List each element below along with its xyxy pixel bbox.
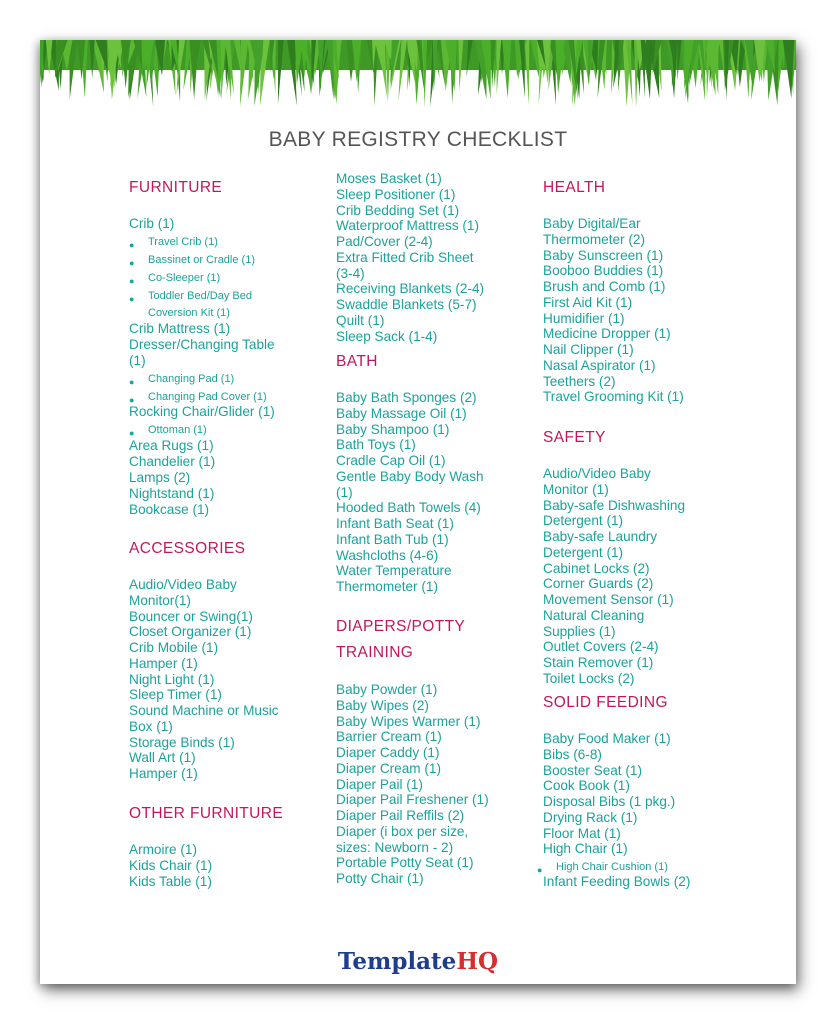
bullet-icon: ●	[129, 276, 135, 286]
heading-health: HEALTH	[543, 179, 606, 196]
heading-safety: SAFETY	[543, 429, 606, 446]
list-item: Nasal Aspirator (1)	[543, 357, 656, 373]
list-item: Cabinet Locks (2)	[543, 560, 650, 576]
heading-diapers: DIAPERS/POTTY	[336, 618, 466, 635]
list-item: Hamper (1)	[129, 655, 198, 671]
list-item: Hamper (1)	[129, 766, 198, 781]
list-item: Baby Wipes (2)	[336, 697, 429, 713]
list-item: Movement Sensor (1)	[543, 592, 674, 607]
grass-border	[40, 40, 796, 110]
list-item: sizes: Newborn - 2)	[336, 839, 454, 855]
list-item: Diaper (i box per size,	[336, 823, 469, 839]
list-item: Diaper Pail Reffils (2)	[336, 808, 465, 823]
list-item: Sleep Sack (1-4)	[336, 328, 438, 344]
list-item: (1)	[129, 353, 146, 368]
list-item: Booster Seat (1)	[543, 762, 642, 778]
list-item: Corner Guards (2)	[543, 576, 654, 592]
grass-blade	[221, 40, 226, 101]
list-item: Baby-safe Laundry	[543, 529, 658, 544]
list-item: Audio/Video Baby	[129, 577, 237, 592]
list-item: Teethers (2)	[543, 373, 616, 389]
list-item: Moses Basket (1)	[336, 171, 442, 186]
list-item: Thermometer (2)	[543, 231, 645, 247]
list-item: Infant Bath Seat (1)	[336, 516, 454, 531]
list-item: Monitor(1)	[129, 592, 191, 608]
list-item: (3-4)	[336, 265, 365, 281]
list-item: Booboo Buddies (1)	[543, 263, 664, 279]
bullet-icon: ●	[129, 377, 135, 387]
list-item: Night Light (1)	[129, 671, 215, 687]
list-item: Sleep Positioner (1)	[336, 186, 456, 202]
list-item: Natural Cleaning	[543, 607, 645, 623]
list-item: Water Temperature	[336, 563, 452, 579]
heading-bath: BATH	[336, 353, 378, 370]
list-item: Baby Wipes Warmer (1)	[336, 713, 481, 729]
grass-blade	[423, 40, 427, 108]
list-item: Bath Toys (1)	[336, 437, 416, 453]
list-item: Waterproof Mattress (1)	[336, 218, 480, 234]
list-item: Outlet Covers (2-4)	[543, 639, 659, 655]
list-item: Sleep Timer (1)	[129, 687, 222, 703]
list-item: Supplies (1)	[543, 623, 616, 639]
list-item: Swaddle Blankets (5-7)	[336, 297, 477, 312]
list-item: Nail Clipper (1)	[543, 342, 634, 357]
bullet-icon: ●	[537, 865, 543, 875]
heading-solid-feeding: SOLID FEEDING	[543, 694, 668, 711]
checklist-page: BABY REGISTRY CHECKLIST FURNITURE Crib (1) ● Travel Crib (1) ● Bassinet or Cradle (1) ● Co-Sleeper (1) ● Toddler Bed/Day Bed Coversion Kit (1) Crib Mattress (1) Dresser/Changing Table (1) ● Changing Pad (1) ● Changing Pad Cover (1) Rocking Chair/Glider (1) ● Ottoman (1) Area Rugs (1) Chandelier (1) Lamps (2) Nightstand (1) Bookcase (1) ACCESSORIES Audio/Video Baby Monitor(1) Bouncer or Swing(1) Closet Organizer (1) Crib Mobile (1) Hamper (1) Night Light (1) Sleep Timer (1) Sound Machine or Music Box (1) Storage Binds (1) Wall Art (1) Hamper (1) OTHER FURNITURE Armoire (1) Kids Chair (1) Kids Table (1) Moses Basket (1) Sleep Positioner (1) Crib Bedding Set (1) Waterproof Mattress (1) Pad/Cover (2-4) Extra Fitted Crib Sheet (3-4) Receiving Blankets (2-4) Swaddle Blankets (5-7) Quilt (1) Sleep Sack (1-4) BATH Baby Bath Sponges (2) Baby Massage Oil (1) Baby Shampoo (1) Bath Toys (1) Cradle Cap Oil (1) Gentle Baby Body Wash (1) Hooded Bath Towels (4) Infant Bath Seat (1) Infant Bath Tub (1) Washcloths (4-6) Water Temperature Thermometer (1) DIAPERS/POTTY TRAINING Baby Powder (1) Baby Wipes (2) Baby Wipes Warmer (1) Barrier Cream (1) Diaper Caddy (1) Diaper Cream (1) Diaper Pail (1) Diaper Pail Freshener (1) Diaper Pail Reffils (2) Diaper (i box per size, sizes: Newborn - 2) Portable Potty Seat (1) Potty Chair (1) HEALTH Baby Digital/Ear Thermometer (2) Baby Sunscreen (1) Booboo Buddies (1) Brush and Comb (1) First Aid Kit (1) Humidifier (1) Medicine Dropper (1) Nail Clipper (1) Nasal Aspirator (1) Teethers (2) Travel Grooming Kit (1) SAFETY Audio/Video Baby Monitor (1) Baby-safe Dishwashing Detergent (1) Baby-safe Laundry Detergent (1) Cabinet Locks (2) Corner Guards (2) Movement Sensor (1) Natural Cleaning Supplies (1) Outlet Covers (2-4) Stain Remover (1) Toilet Locks (2) SOLID FEEDING Baby Food Maker (1) Bibs (6-8) Booster Seat (1) Cook Book (1) Disposal Bibs (1 pkg.) Drying Rack (1) Floor Mat (1) High Chair (1) ● High Chair Cushion (1) Infant Feeding Bowls (2) TemplateHQ	[40, 40, 796, 984]
list-item: Medicine Dropper (1)	[543, 326, 671, 342]
bullet-icon: ●	[129, 240, 135, 250]
bullet-icon: ●	[129, 428, 135, 438]
list-item: Cook Book (1)	[543, 778, 630, 794]
list-item: Crib (1)	[129, 216, 175, 231]
list-item: Dresser/Changing Table	[129, 337, 275, 352]
list-item: Baby Bath Sponges (2)	[336, 390, 477, 405]
list-item: Area Rugs (1)	[129, 438, 214, 453]
list-item: Thermometer (1)	[336, 579, 438, 594]
list-item: Baby Sunscreen (1)	[543, 247, 664, 263]
list-item: Humidifier (1)	[543, 310, 625, 326]
list-item: Quilt (1)	[336, 312, 385, 328]
list-item: Potty Chair (1)	[336, 871, 424, 886]
list-item: Barrier Cream (1)	[336, 729, 442, 745]
page-title: BABY REGISTRY CHECKLIST	[268, 128, 568, 151]
list-item: Box (1)	[129, 718, 173, 734]
list-item: Stain Remover (1)	[543, 655, 654, 670]
list-item: Crib Bedding Set (1)	[336, 202, 460, 218]
list-item: Nightstand (1)	[129, 486, 215, 501]
bullet-icon: ●	[129, 258, 135, 268]
list-item: Rocking Chair/Glider (1)	[129, 404, 275, 419]
list-item: Infant Bath Tub (1)	[336, 531, 449, 547]
list-item: Brush and Comb (1)	[543, 279, 666, 294]
list-item: Lamps (2)	[129, 470, 191, 485]
heading-accessories: ACCESSORIES	[129, 540, 246, 557]
list-item: Cradle Cap Oil (1)	[336, 453, 446, 468]
list-item: Bouncer or Swing(1)	[129, 608, 253, 624]
list-item: Baby Shampoo (1)	[336, 421, 450, 437]
list-item: Baby Massage Oil (1)	[336, 405, 467, 421]
list-item: Pad/Cover (2-4)	[336, 234, 433, 249]
list-item: Kids Chair (1)	[129, 857, 213, 873]
bullet-icon: ●	[129, 395, 135, 405]
list-item: Baby Digital/Ear	[543, 216, 641, 231]
heading-other-furniture: OTHER FURNITURE	[129, 805, 284, 822]
list-item: (1)	[336, 484, 353, 500]
list-item: Diaper Pail Freshener (1)	[336, 792, 489, 808]
list-item: Baby Powder (1)	[336, 682, 438, 697]
list-item: Floor Mat (1)	[543, 825, 621, 841]
grass-blade	[525, 40, 530, 106]
list-item: Diaper Cream (1)	[336, 760, 441, 776]
list-item: Bibs (6-8)	[543, 746, 602, 762]
list-item: Receiving Blankets (2-4)	[336, 281, 485, 297]
list-item: First Aid Kit (1)	[543, 294, 633, 310]
list-item: Bookcase (1)	[129, 502, 210, 517]
list-item: Closet Organizer (1)	[129, 624, 252, 640]
list-item: Gentle Baby Body Wash	[336, 468, 484, 484]
bullet-icon: ●	[129, 294, 135, 304]
list-item: Wall Art (1)	[129, 750, 196, 766]
list-item: High Chair (1)	[543, 841, 628, 857]
list-item: Hooded Bath Towels (4)	[336, 500, 481, 516]
list-item: Audio/Video Baby	[543, 466, 651, 481]
list-item: Diaper Pail (1)	[336, 776, 423, 792]
list-item: Detergent (1)	[543, 544, 624, 560]
list-item: Baby-safe Dishwashing	[543, 497, 686, 513]
list-item: Diaper Caddy (1)	[336, 745, 440, 760]
list-item: Extra Fitted Crib Sheet	[336, 249, 474, 265]
heading-training: TRAINING	[336, 644, 414, 661]
heading-furniture: FURNITURE	[129, 179, 223, 196]
templatehq-logo: TemplateHQ	[337, 948, 499, 975]
list-item: Storage Binds (1)	[129, 734, 235, 750]
list-item: Portable Potty Seat (1)	[336, 855, 474, 871]
list-item: Infant Feeding Bowls (2)	[543, 874, 691, 889]
list-item: Baby Food Maker (1)	[543, 731, 671, 746]
list-item: Travel Grooming Kit (1)	[543, 389, 684, 405]
list-item: Chandelier (1)	[129, 454, 216, 469]
list-item: Detergent (1)	[543, 513, 624, 529]
list-item: Monitor (1)	[543, 481, 609, 497]
list-item: Crib Mobile (1)	[129, 640, 219, 655]
list-item: Armoire (1)	[129, 842, 197, 857]
list-item: Sound Machine or Music	[129, 703, 279, 718]
list-item: Toilet Locks (2)	[543, 670, 635, 686]
list-item: Disposal Bibs (1 pkg.)	[543, 794, 676, 809]
list-item: Crib Mattress (1)	[129, 321, 231, 336]
list-item: Kids Table (1)	[129, 873, 212, 889]
list-item: Washcloths (4-6)	[336, 547, 439, 563]
list-item: Drying Rack (1)	[543, 809, 638, 825]
